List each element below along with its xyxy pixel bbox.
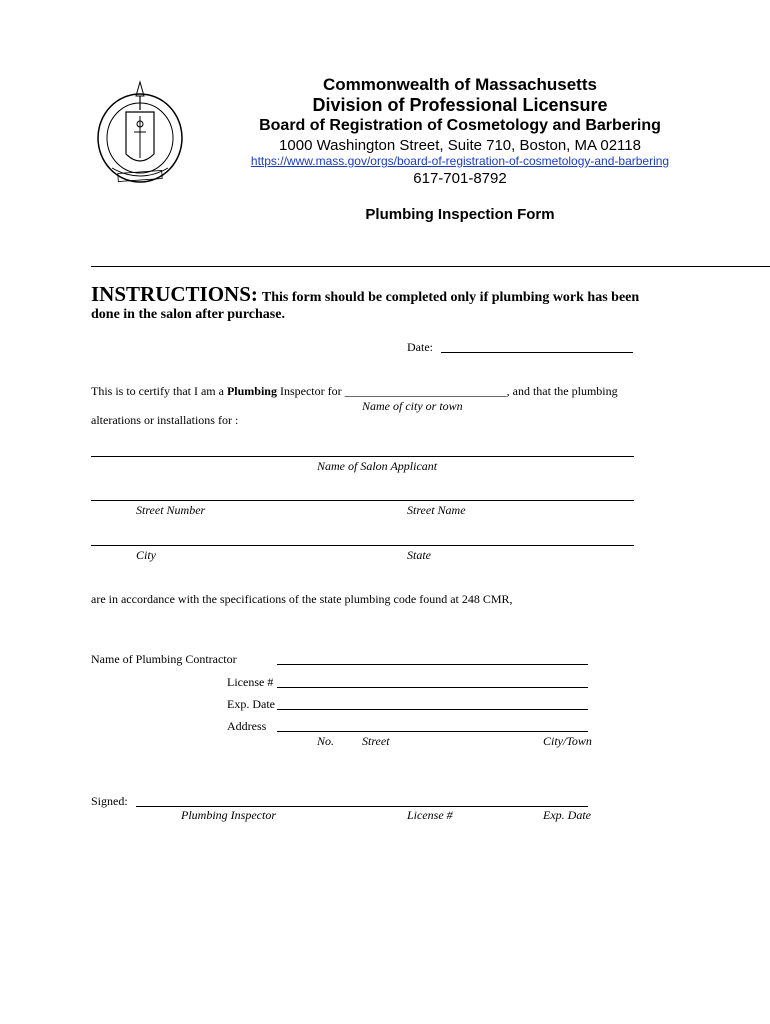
city-state-field[interactable] [91, 545, 634, 546]
exp-date-field[interactable] [277, 709, 588, 710]
city-caption: City [136, 548, 156, 562]
certify-post: Inspector for ___________________________, and that the plumbing [276, 384, 618, 398]
contractor-label: Name of Plumbing Contractor [91, 652, 237, 666]
form-title: Plumbing Inspection Form [365, 206, 555, 223]
header-line-3: Board of Registration of Cosmetology and Barbering [259, 117, 661, 134]
instructions-heading: INSTRUCTIONS: [91, 282, 258, 306]
state-caption: State [407, 548, 431, 562]
salon-applicant-caption: Name of Salon Applicant [317, 459, 438, 473]
certify-bold: Plumbing [226, 384, 277, 398]
license-label: License # [227, 675, 274, 689]
header-line-1: Commonwealth of Massachusetts [323, 75, 597, 94]
exp-date-label: Exp. Date [227, 697, 275, 711]
certify-text [91, 384, 618, 399]
website-link[interactable]: https://www.mass.gov/orgs/board-of-registration-of-cosmetology-and-barbering [250, 154, 670, 168]
signature-field[interactable] [136, 806, 588, 807]
contractor-field[interactable] [277, 664, 588, 665]
signature-exp-caption: Exp. Date [543, 808, 591, 822]
state-seal [92, 76, 188, 188]
salon-applicant-field[interactable] [91, 456, 634, 457]
header-line-2: Division of Professional Licensure [312, 95, 608, 115]
instructions-text: This form should be completed only if plumbing work has been [261, 290, 640, 305]
street-name-caption: Street Name [407, 503, 466, 517]
signature-license-caption: License # [407, 808, 453, 822]
header-url[interactable] [230, 154, 690, 168]
inspector-caption: Plumbing Inspector [181, 808, 276, 822]
date-field[interactable] [441, 352, 633, 353]
header-address: 1000 Washington Street, Suite 710, Boston, MA 02118 [279, 137, 641, 154]
signed-label: Signed: [91, 794, 128, 808]
state-seal-icon [92, 76, 188, 188]
header-phone: 617-701-8792 [413, 170, 507, 187]
license-field[interactable] [277, 687, 588, 688]
street-number-caption: Street Number [136, 503, 206, 517]
instructions-text-2: done in the salon after purchase. [91, 307, 285, 322]
street-field[interactable] [91, 500, 634, 501]
address-no-caption: No. [317, 734, 335, 748]
alterations-text: alterations or installations for : [91, 413, 239, 427]
address-citytown-caption: City/Town [543, 734, 592, 748]
accordance-text: are in accordance with the specifications of the state plumbing code found at 248 CMR, [91, 592, 513, 606]
date-label: Date: [407, 340, 433, 354]
certify-pre: This is to certify that I am a [91, 384, 227, 398]
header-divider [91, 266, 770, 267]
instructions [91, 282, 639, 307]
address-field[interactable] [277, 731, 588, 732]
address-label: Address [227, 719, 267, 733]
city-town-caption: Name of city or town [362, 399, 463, 413]
address-street-caption: Street [362, 734, 390, 748]
